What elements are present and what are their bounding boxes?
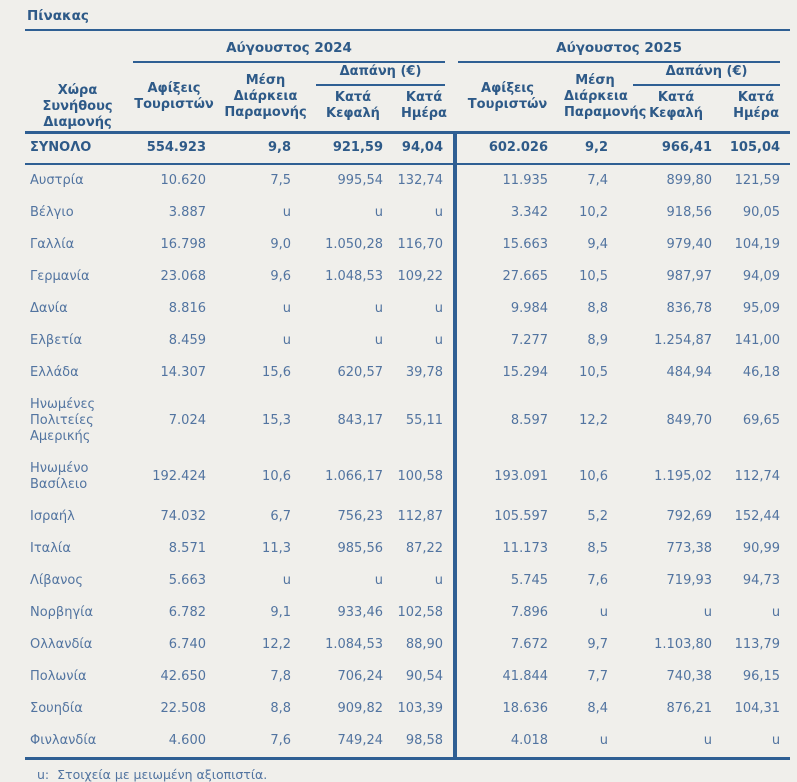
arrivals-2024-cell: 16.798 [160,237,206,252]
country-cell: Βέλγιο [30,205,74,220]
per-day-2025-cell: 104,19 [734,237,781,252]
table-row [25,453,790,501]
stay-2025-cell: 10,2 [579,205,609,220]
stay-2025-cell: 8,4 [587,701,609,716]
arrivals-2025-cell: 8.597 [455,389,560,453]
per-day-2025-cell: 90,05 [742,205,781,220]
stay-2024-cell: 9,6 [270,269,291,284]
stay-2025-cell: u [599,733,609,748]
expenditure-label-2024: Δαπάνη (€) [316,63,445,86]
per-capita-2024-cell: 985,56 [337,541,383,556]
per-day-2024-cell: u [434,205,444,220]
stay-2024-cell: 12,2 [262,637,291,652]
per-capita-2024-cell: 1.050,28 [325,237,383,252]
country-cell: Ηνωμένο Βασίλειο [30,461,89,492]
country-cell: Λίβανος [30,573,84,588]
arrivals-2024-cell: 3.887 [168,205,206,220]
per-day-2025-cell: 90,99 [742,541,781,556]
per-capita-2025-cell: 987,97 [666,269,713,284]
arrivals-2025-cell: 15.294 [455,357,560,389]
per-day-2024-cell: 88,90 [405,637,444,652]
footnote-text: Στοιχεία με μειωμένη αξιοπιστία. [57,767,268,782]
expenditure-label-2025: Δαπάνη (€) [633,63,780,86]
arrivals-2025-cell: 11.173 [455,533,560,565]
per-day-2025-cell: 94,73 [742,573,781,588]
per-day-2025-cell: 104,31 [734,701,781,716]
table-row [25,501,790,533]
arrivals-2025-cell: 41.844 [455,661,560,693]
group-label-2025: Αύγουστος 2025 [458,39,780,63]
arrivals-2025-cell: 7.277 [455,325,560,357]
per-day-2024-cell: 116,70 [397,237,444,252]
stay-2024-cell: 9,0 [270,237,291,252]
per-day-2024-cell: 39,78 [405,365,444,380]
group-header-2025 [455,31,790,63]
stay-2024-cell: 10,6 [262,469,291,484]
stay-2025-cell: 9,7 [587,637,609,652]
total-value: 554.923 [130,133,218,165]
country-cell: Ελβετία [30,333,83,348]
table-row [25,197,790,229]
stay-2025-cell: 7,6 [587,573,609,588]
group-label-2024: Αύγουστος 2024 [133,39,445,63]
total-label: ΣΥΝΟΛΟ [25,133,130,165]
table-row [25,229,790,261]
arrivals-header-2024: Αφίξεις Τουριστών [130,63,218,133]
table-row [25,725,790,759]
group-header-2024 [130,31,455,63]
total-row [25,133,790,165]
stay-2024-cell: u [282,333,291,348]
stay-header-2024: Μέση Διάρκεια Παραμονής [218,63,313,133]
total-value: 602.026 [455,133,560,165]
arrivals-2025-cell: 4.018 [455,725,560,759]
per-capita-2024-cell: u [374,333,383,348]
per-day-2024-cell: u [434,301,444,316]
per-day-header-2025: Κατά Ημέρα [722,86,790,133]
stay-2025-cell: 7,7 [587,669,609,684]
arrivals-2024-cell: 6.782 [168,605,206,620]
arrivals-2025-cell: 105.597 [455,501,560,533]
table-row [25,533,790,565]
table-row [25,325,790,357]
total-value: 105,04 [722,133,790,165]
arrivals-2024-cell: 22.508 [160,701,206,716]
per-capita-2025-cell: 1.195,02 [654,469,713,484]
table-row [25,261,790,293]
per-capita-2025-cell: 979,40 [666,237,713,252]
arrivals-2025-cell: 15.663 [455,229,560,261]
country-cell: Αυστρία [30,173,84,188]
arrivals-2024-cell: 6.740 [168,637,206,652]
stay-2025-cell: 7,4 [587,173,609,188]
per-day-header-2024: Κατά Ημέρα [393,86,455,133]
arrivals-2024-cell: 8.571 [168,541,206,556]
arrivals-2024-cell: 5.663 [168,573,206,588]
per-day-2024-cell: 100,58 [397,469,444,484]
per-capita-2024-cell: 620,57 [337,365,383,380]
arrivals-2024-cell: 74.032 [160,509,206,524]
table-row [25,389,790,453]
table-body [25,133,790,759]
per-capita-2025-cell: 836,78 [666,301,713,316]
per-capita-2024-cell: 933,46 [337,605,383,620]
per-capita-2024-cell: 706,24 [337,669,383,684]
stay-2025-cell: 10,6 [579,469,609,484]
per-day-2025-cell: 152,44 [734,509,781,524]
per-day-2024-cell: 90,54 [405,669,444,684]
stay-2024-cell: 7,6 [270,733,291,748]
stay-2024-cell: u [282,205,291,220]
table-row [25,629,790,661]
stay-2024-cell: 7,5 [270,173,291,188]
arrivals-2024-cell: 192.424 [152,469,206,484]
per-day-2025-cell: 112,74 [734,469,781,484]
per-day-2024-cell: 112,87 [397,509,444,524]
per-day-2025-cell: 46,18 [742,365,781,380]
per-capita-2024-cell: u [374,301,383,316]
stay-2024-cell: u [282,573,291,588]
stay-2024-cell: 6,7 [270,509,291,524]
per-capita-2025-cell: 719,93 [666,573,713,588]
per-day-2025-cell: u [771,733,781,748]
arrivals-2025-cell: 11.935 [455,164,560,197]
per-day-2025-cell: 95,09 [742,301,781,316]
per-day-2024-cell: 109,22 [397,269,444,284]
arrivals-2024-cell: 10.620 [160,173,206,188]
country-cell: Γερμανία [30,269,90,284]
arrivals-2024-cell: 8.459 [168,333,206,348]
arrivals-2025-cell: 5.745 [455,565,560,597]
stay-2024-cell: 11,3 [262,541,291,556]
stay-2025-cell: u [599,605,609,620]
header-mid-row [25,63,790,86]
per-day-2025-cell: 69,65 [742,413,781,428]
arrivals-2025-cell: 3.342 [455,197,560,229]
stay-2024-cell: 9,1 [270,605,291,620]
country-cell: Γαλλία [30,237,75,252]
table-header [25,31,790,133]
per-capita-2025-cell: 849,70 [666,413,713,428]
table-row [25,565,790,597]
per-capita-2025-cell: 773,38 [666,541,713,556]
stay-2024-cell: 7,8 [270,669,291,684]
per-day-2024-cell: 87,22 [405,541,444,556]
per-day-2024-cell: 55,11 [405,413,444,428]
stay-2025-cell: 8,8 [587,301,609,316]
per-day-2024-cell: 132,74 [397,173,444,188]
per-capita-2024-cell: u [374,573,383,588]
country-cell: Πολωνία [30,669,87,684]
per-capita-2025-cell: 918,56 [666,205,713,220]
arrivals-2025-cell: 27.665 [455,261,560,293]
total-value: 94,04 [393,133,455,165]
stay-2024-cell: 15,3 [262,413,291,428]
country-column-header [25,31,130,133]
country-cell: Δανία [30,301,68,316]
arrivals-2025-cell: 9.984 [455,293,560,325]
stay-2025-cell: 5,2 [587,509,609,524]
country-cell: Σουηδία [30,701,83,716]
per-day-2024-cell: u [434,573,444,588]
stay-2024-cell: 15,6 [262,365,291,380]
per-day-2025-cell: 94,09 [742,269,781,284]
per-capita-header-2024: Κατά Κεφαλή [313,86,393,133]
arrivals-header-2025: Αφίξεις Τουριστών [455,63,560,133]
table-row [25,164,790,197]
stay-header-2025: Μέση Διάρκεια Παραμονής [560,63,630,133]
per-capita-2025-cell: 1.254,87 [654,333,713,348]
country-cell: Ιταλία [30,541,71,556]
per-capita-2024-cell: 909,82 [337,701,383,716]
per-capita-2025-cell: 899,80 [666,173,713,188]
header-group-row [25,31,790,63]
per-capita-2024-cell: 843,17 [337,413,383,428]
page-title: Πίνακας [25,6,790,31]
stay-2025-cell: 8,9 [587,333,609,348]
total-value: 921,59 [313,133,393,165]
country-cell: Ολλανδία [30,637,93,652]
footnote-symbol: u: [37,767,50,782]
table-row [25,597,790,629]
per-capita-2025-cell: 484,94 [666,365,713,380]
total-value: 9,2 [560,133,630,165]
stay-2025-cell: 8,5 [587,541,609,556]
footnote [25,767,790,782]
arrivals-2025-cell: 7.896 [455,597,560,629]
country-cell: Ελλάδα [30,365,79,380]
per-capita-2025-cell: 792,69 [666,509,713,524]
per-capita-2025-cell: 876,21 [666,701,713,716]
per-capita-2024-cell: 749,24 [337,733,383,748]
per-day-2024-cell: 103,39 [397,701,444,716]
per-capita-header-2025: Κατά Κεφαλή [630,86,722,133]
per-day-2025-cell: 121,59 [734,173,781,188]
arrivals-2025-cell: 18.636 [455,693,560,725]
stay-2025-cell: 9,4 [587,237,609,252]
per-capita-2025-cell: 1.103,80 [654,637,713,652]
per-capita-2024-cell: 995,54 [337,173,383,188]
per-day-2024-cell: u [434,333,444,348]
per-capita-2024-cell: 1.066,17 [325,469,383,484]
stay-2024-cell: 8,8 [270,701,291,716]
per-day-2025-cell: 96,15 [742,669,781,684]
arrivals-2024-cell: 7.024 [168,413,206,428]
per-day-2025-cell: 141,00 [734,333,781,348]
statistics-table [25,31,790,760]
per-capita-2025-cell: u [703,605,713,620]
per-day-2024-cell: 98,58 [405,733,444,748]
per-capita-2024-cell: u [374,205,383,220]
table-row [25,661,790,693]
total-value: 966,41 [630,133,722,165]
per-day-2024-cell: 102,58 [397,605,444,620]
stay-2025-cell: 12,2 [579,413,609,428]
total-value: 9,8 [218,133,313,165]
arrivals-2024-cell: 42.650 [160,669,206,684]
per-day-2025-cell: u [771,605,781,620]
country-column-label: Χώρα Συνήθους Διαμονής [42,83,113,130]
arrivals-2024-cell: 14.307 [160,365,206,380]
per-capita-2025-cell: u [703,733,713,748]
table-row [25,693,790,725]
arrivals-2024-cell: 4.600 [168,733,206,748]
arrivals-2024-cell: 8.816 [168,301,206,316]
per-day-2025-cell: 113,79 [734,637,781,652]
country-cell: Ηνωμένες Πολιτείες Αμερικής [30,397,96,444]
country-cell: Ισραήλ [30,509,75,524]
stay-2025-cell: 10,5 [579,269,609,284]
arrivals-2025-cell: 193.091 [455,453,560,501]
per-capita-2024-cell: 1.048,53 [325,269,383,284]
table-row [25,293,790,325]
per-capita-2025-cell: 740,38 [666,669,713,684]
per-capita-2024-cell: 756,23 [337,509,383,524]
expenditure-header-2025 [630,63,790,86]
table-row [25,357,790,389]
arrivals-2025-cell: 7.672 [455,629,560,661]
expenditure-header-2024 [313,63,455,86]
stay-2025-cell: 10,5 [579,365,609,380]
arrivals-2024-cell: 23.068 [160,269,206,284]
per-capita-2024-cell: 1.084,53 [325,637,383,652]
country-cell: Νορβηγία [30,605,94,620]
country-cell: Φινλανδία [30,733,97,748]
stay-2024-cell: u [282,301,291,316]
